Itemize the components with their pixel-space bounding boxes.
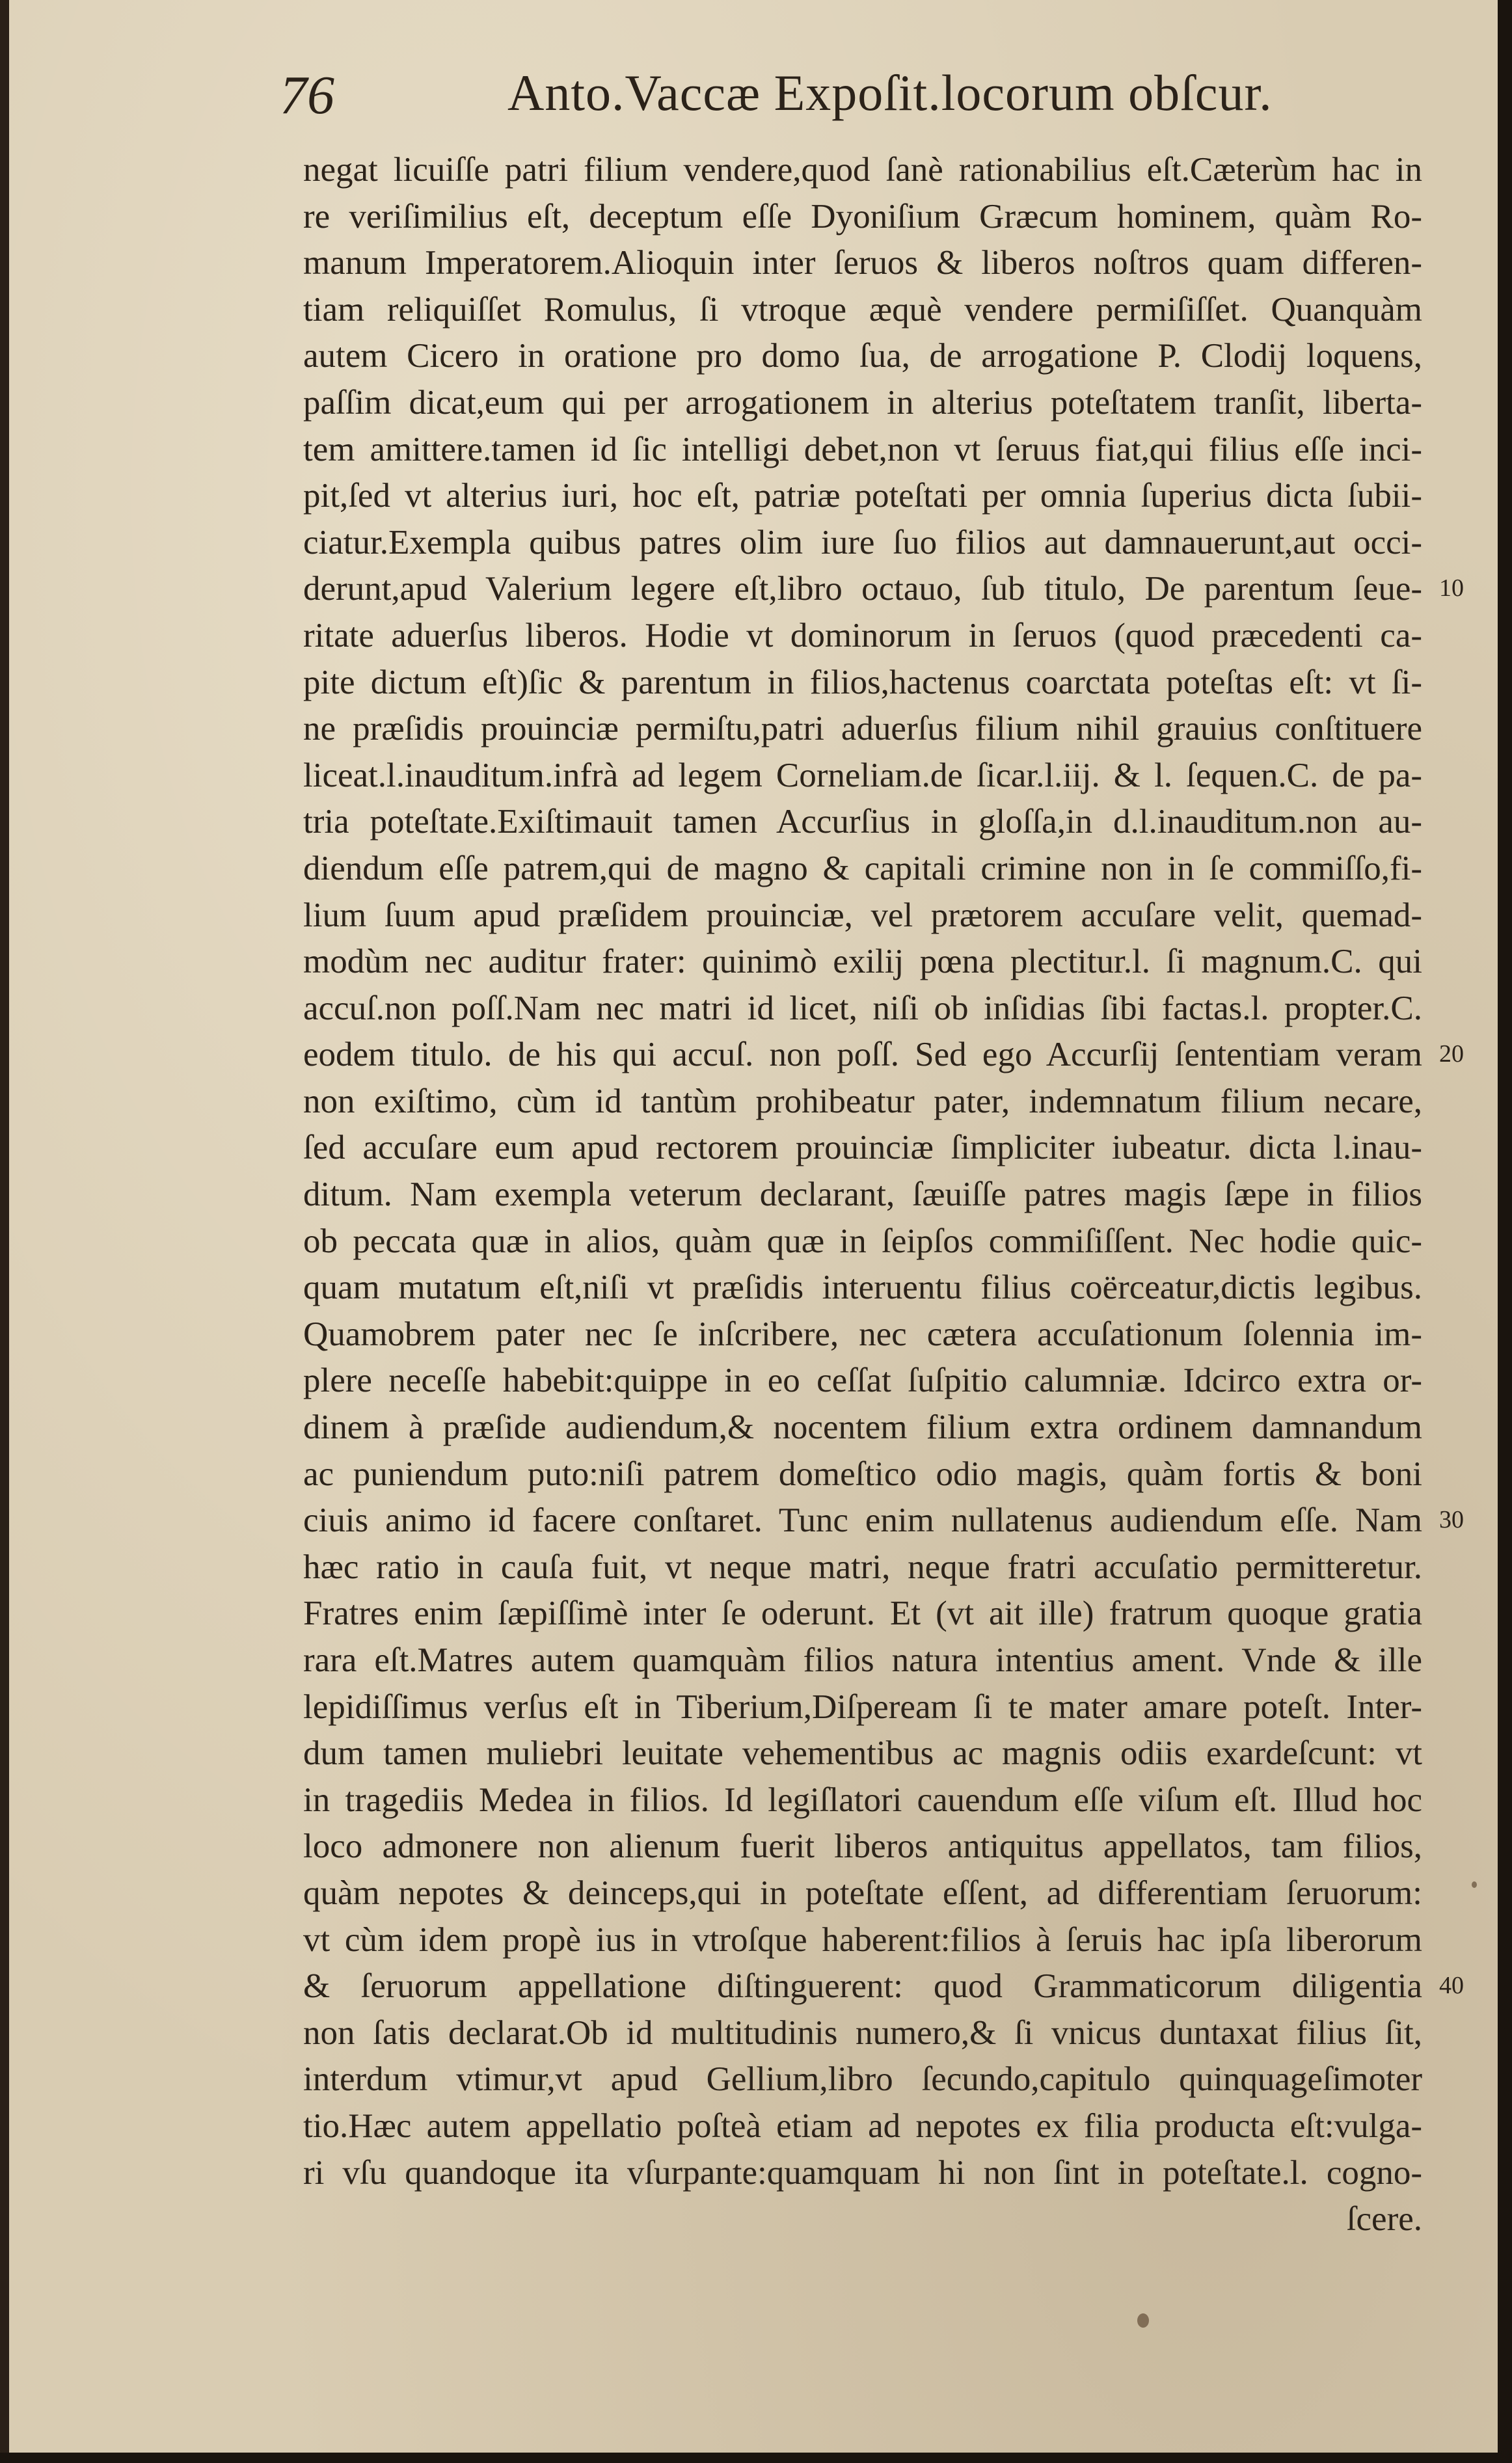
text-line: quàm nepotes & deinceps,qui in poteſtate eſſent, ad differentiam ſeruorum: bbox=[303, 1874, 1422, 1912]
page-edge-left bbox=[0, 0, 9, 2463]
text-line: tria poteſtate.Exiſtimauit tamen Accurſius in gloſſa,in d.l.inauditum.non au- bbox=[303, 803, 1422, 841]
text-line: eodem titulo. de his qui accuſ. non poſſ. Sed ego Accurſij ſententiam veram bbox=[303, 1036, 1422, 1074]
page-edge-bottom bbox=[0, 2453, 1512, 2463]
text-line: & ſeruorum appellatione diſtinguerent: quod Grammaticorum diligentia bbox=[303, 1967, 1422, 2006]
text-line: manum Imperatorem.Alioquin inter ſeruos & liberos noſtros quam differen- bbox=[303, 244, 1422, 282]
text-line: ſcere. bbox=[1346, 2200, 1422, 2239]
text-line: liceat.l.inauditum.infrà ad legem Corneliam.de ſicar.l.iij. & l. ſequen.C. de pa- bbox=[303, 756, 1422, 794]
running-head: Anto.Vaccæ Expoſit.locorum obſcur. bbox=[507, 64, 1273, 121]
text-line: diendum eſſe patrem,qui de magno & capitali crimine non in ſe commiſſo,fi- bbox=[303, 849, 1422, 887]
text-line: rara eſt.Matres autem quamquàm filios natura intentius ament. Vnde & ille bbox=[303, 1641, 1422, 1679]
text-line: re veriſimilius eſt, deceptum eſſe Dyoniſium Græcum hominem, quàm Ro- bbox=[303, 197, 1422, 236]
text-line: lium ſuum apud præſidem prouinciæ, vel prætorem accuſare velit, quemad- bbox=[303, 896, 1422, 934]
text-line: paſſim dicat,eum qui per arrogationem in alterius poteſtatem tranſit, liberta- bbox=[303, 383, 1422, 422]
text-line: tio.Hæc autem appellatio poſteà etiam ad nepotes ex filia producta eſt:vulga- bbox=[303, 2106, 1422, 2145]
text-line: ritate aduerſus liberos. Hodie vt dominorum in ſeruos (quod præcedenti ca- bbox=[303, 616, 1422, 654]
margin-line-number: 40 bbox=[1439, 1972, 1464, 1999]
text-line: dum tamen muliebri leuitate vehementibus ac magnis odiis exardeſcunt: vt bbox=[303, 1734, 1422, 1773]
text-line: lepidiſſimus verſus eſt in Tiberium,Diſpeream ſi te mater amare poteſt. Inter- bbox=[303, 1688, 1422, 1726]
text-line: dinem à præſide audiendum,& nocentem filium extra ordinem damnandum bbox=[303, 1408, 1422, 1447]
text-line: ri vſu quandoque ita vſurpante:quamquam hi non ſint in poteſtate.l. cogno- bbox=[303, 2153, 1422, 2192]
text-line: Fratres enim ſæpiſſimè inter ſe oderunt. Et (vt ait ille) fratrum quoque gratia bbox=[303, 1595, 1422, 1633]
margin-line-number: 10 bbox=[1439, 574, 1464, 602]
text-line: plere neceſſe habebit:quippe in eo ceſſat ſuſpitio calumniæ. Idcirco extra or- bbox=[303, 1362, 1422, 1400]
body-text bbox=[303, 147, 1422, 2243]
paper-speck bbox=[1472, 1881, 1477, 1888]
page-header bbox=[280, 64, 1308, 135]
margin-line-number: 20 bbox=[1439, 1040, 1464, 1068]
text-line: pit,ſed vt alterius iuri, hoc eſt, patriæ poteſtati per omnia ſuperius dicta ſubii- bbox=[303, 477, 1422, 515]
text-line: in tragediis Medea in filios. Id legiſlatori cauendum eſſe viſum eſt. Illud hoc bbox=[303, 1781, 1422, 1819]
text-line: non exiſtimo, cùm id tantùm prohibeatur pater, indemnatum filium necare, bbox=[303, 1082, 1422, 1120]
text-line: derunt,apud Valerium legere eſt,libro octauo, ſub titulo, De parentum ſeue- bbox=[303, 570, 1422, 608]
text-line: tem amittere.tamen id ſic intelligi debet,non vt ſeruus fiat,qui filius eſſe inci- bbox=[303, 430, 1422, 468]
text-line: tiam reliquiſſet Romulus, ſi vtroque æquè vendere permiſiſſet. Quanquàm bbox=[303, 290, 1422, 329]
text-line: non ſatis declarat.Ob id multitudinis numero,& ſi vnicus duntaxat filius ſit, bbox=[303, 2013, 1422, 2052]
text-line: pite dictum eſt)ſic & parentum in filios,hactenus coarctata poteſtas eſt: vt ſi- bbox=[303, 663, 1422, 701]
text-line: negat licuiſſe patri filium vendere,quod ſanè rationabilius eſt.Cæterùm hac in bbox=[303, 151, 1422, 189]
text-line: Quamobrem pater nec ſe inſcribere, nec cætera accuſationum ſolennia im- bbox=[303, 1315, 1422, 1353]
text-line: loco admonere non alienum fuerit liberos antiquitus appellatos, tam filios, bbox=[303, 1827, 1422, 1866]
paper-speck bbox=[1137, 2313, 1149, 2328]
text-line: vt cùm idem propè ius in vtroſque haberent:filios à ſeruis hac ipſa liberorum bbox=[303, 1920, 1422, 1959]
text-line: ne præſidis prouinciæ permiſtu,patri aduerſus filium nihil grauius conſtituere bbox=[303, 710, 1422, 748]
text-line: ſed accuſare eum apud rectorem prouinciæ ſimpliciter iubeatur. dicta l.inau- bbox=[303, 1129, 1422, 1167]
page-edge-right bbox=[1498, 0, 1512, 2463]
text-line: ob peccata quæ in alios, quàm quæ in ſeipſos commiſiſſent. Nec hodie quic- bbox=[303, 1222, 1422, 1260]
text-line: ciuis animo id facere conſtaret. Tunc enim nullatenus audiendum eſſe. Nam bbox=[303, 1501, 1422, 1540]
text-line: autem Cicero in oratione pro domo ſua, de arrogatione P. Clodij loquens, bbox=[303, 337, 1422, 375]
text-line: hæc ratio in cauſa fuit, vt neque matri, neque fratri accuſatio permitteretur. bbox=[303, 1548, 1422, 1586]
text-line: modùm nec auditur frater: quinimò exilij pœna plectitur.l. ſi magnum.C. qui bbox=[303, 943, 1422, 981]
text-line: ditum. Nam exempla veterum declarant, ſæuiſſe patres magis ſæpe in filios bbox=[303, 1176, 1422, 1214]
margin-line-number: 30 bbox=[1439, 1506, 1464, 1533]
text-line: ciatur.Exempla quibus patres olim iure ſuo filios aut damnauerunt,aut occi- bbox=[303, 523, 1422, 561]
text-line: quam mutatum eſt,niſi vt præſidis interuentu filius coërceatur,dictis legibus. bbox=[303, 1269, 1422, 1307]
text-line: accuſ.non poſſ.Nam nec matri id licet, niſi ob inſidias ſibi factas.l. propter.C. bbox=[303, 989, 1422, 1027]
text-line: ac puniendum puto:niſi patrem domeſtico odio magis, quàm fortis & boni bbox=[303, 1455, 1422, 1493]
text-line: interdum vtimur,vt apud Gellium,libro ſecundo,capitulo quinquageſimoter bbox=[303, 2060, 1422, 2099]
page-number: 76 bbox=[280, 65, 334, 126]
